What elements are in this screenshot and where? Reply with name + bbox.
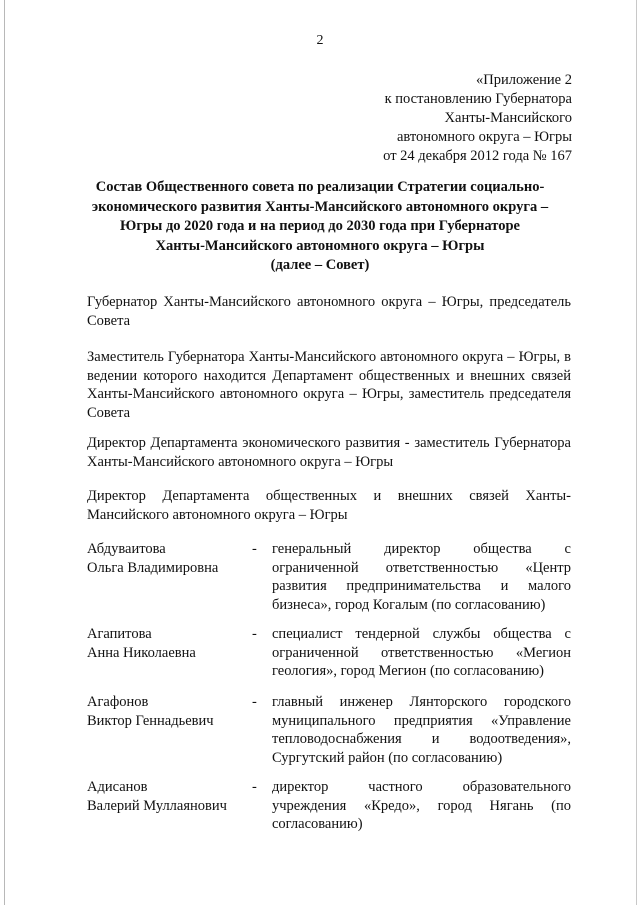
member-surname: Агафонов <box>87 694 149 710</box>
scan-edge-right <box>636 0 637 905</box>
member-name <box>87 540 247 577</box>
member-name <box>87 778 247 815</box>
appendix-line: Ханты-Мансийского <box>444 110 572 126</box>
member-dash: - <box>252 626 257 642</box>
member-surname: Абдуваитова <box>87 541 166 557</box>
member-description: специалист тендерной службы общества с ограниченной ответственностью «Мегион геология», город Мегион (по согласованию) <box>272 626 571 679</box>
document-title <box>80 178 560 276</box>
position-deputy-chairman: Заместитель Губернатора Ханты-Мансийского автономного округа – Югры, в ведении которого находится Департамент общественных и внешних связей Ханты-Мансийского автономного округа – Югры, заместитель председателя Совета <box>87 349 571 421</box>
appendix-line: к постановлению Губернатора <box>384 91 572 107</box>
member-description: директор частного образовательного учреждения «Кредо», город Нягань (по согласованию) <box>272 779 571 832</box>
member-description: главный инженер Лянторского городского муниципального предприятия «Управление тепловодоснабжения и водоотведения», Сургутский район (по согласованию) <box>272 694 571 766</box>
appendix-line: автономного округа – Югры <box>396 129 572 145</box>
position-public-relations-director: Директор Департамента общественных и внешних связей Ханты-Мансийского автономного округа – Югры <box>87 488 571 523</box>
member-given-name: Ольга Владимировна <box>87 559 219 576</box>
page-number: 2 <box>316 33 324 48</box>
member-dash: - <box>252 779 257 795</box>
member-surname: Агапитова <box>87 626 152 642</box>
member-surname: Адисанов <box>87 779 148 795</box>
member-given-name: Виктор Геннадьевич <box>87 712 214 729</box>
member-name <box>87 693 247 730</box>
member-dash: - <box>252 694 257 710</box>
position-economic-director: Директор Департамента экономического развития - заместитель Губернатора Ханты-Мансийского автономного округа – Югры <box>87 435 571 470</box>
appendix-header <box>383 71 572 166</box>
scan-edge-left <box>4 0 5 905</box>
appendix-line: от 24 декабря 2012 года № 167 <box>383 148 572 164</box>
member-given-name: Анна Николаевна <box>87 644 196 661</box>
member-description: генеральный директор общества с ограниченной ответственностью «Центр развития предпринимательства и малого бизнеса», город Когалым (по согласованию) <box>272 541 571 613</box>
member-name <box>87 625 247 662</box>
position-chairman: Губернатор Ханты-Мансийского автономного округа – Югры, председатель Совета <box>87 294 571 329</box>
title-line: экономического развития Ханты-Мансийского автономного округа – <box>91 198 549 215</box>
title-line: Югры до 2020 года и на период до 2030 года при Губернаторе <box>120 218 520 234</box>
title-line: Ханты-Мансийского автономного округа – Югры <box>155 237 485 254</box>
appendix-line: «Приложение 2 <box>476 72 572 88</box>
member-given-name: Валерий Муллаянович <box>87 797 227 814</box>
title-line: (далее – Совет) <box>270 257 370 273</box>
title-line: Состав Общественного совета по реализации Стратегии социально- <box>95 179 545 195</box>
member-dash: - <box>252 541 257 557</box>
